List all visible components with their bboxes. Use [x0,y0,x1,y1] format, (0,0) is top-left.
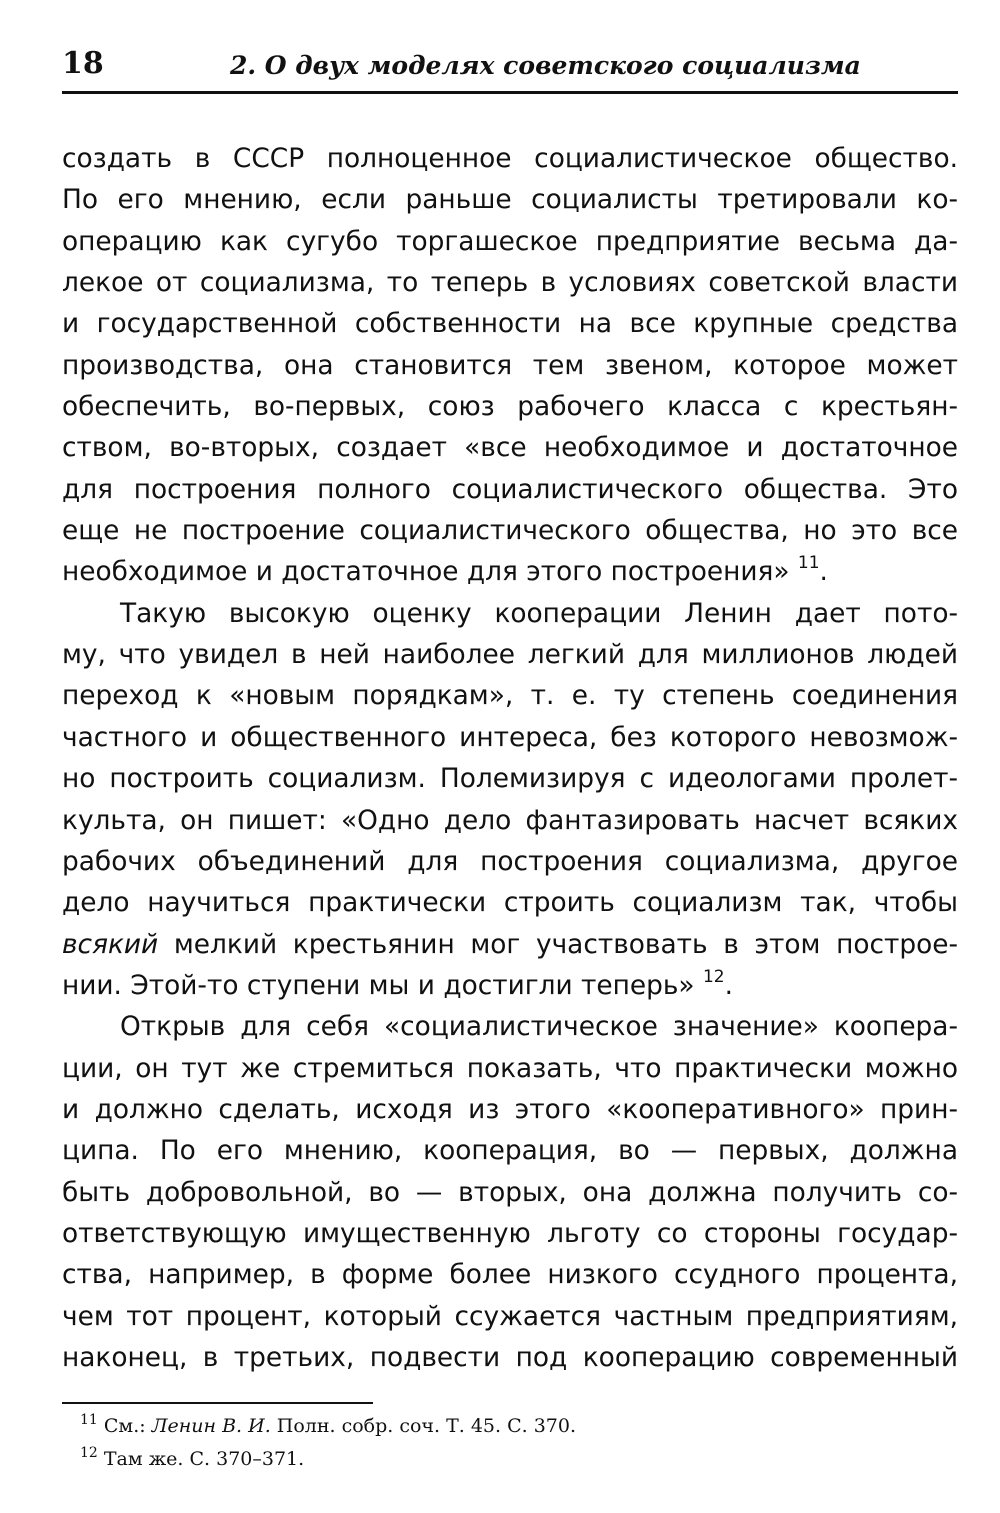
text-line: дело научиться практически строить социализм так, чтобы [62,887,958,919]
text-line: ципа. По его мнению, кооперация, во — первых, должна [62,1135,958,1167]
text-line: быть добровольной, во — вторых, она должна получить со- [62,1176,958,1208]
text-line: культа, он пишет: «Одно дело фантазировать насчет всяких [62,804,958,836]
text-line: Открыв для себя «социалистическое значение» коопера- [120,1011,958,1043]
text-line [62,551,958,592]
footnote-12 [80,1443,940,1476]
text-line: ции, он тут же стремиться показать, что практически можно [62,1052,958,1084]
text-fragment: необходимое и достаточное для этого построения» [62,556,790,588]
text-line [62,965,958,1006]
footnote-11 [80,1410,940,1443]
text-line: Такую высокую оценку кооперации Ленин дает пото- [120,597,958,629]
footnote-rule [62,1402,373,1404]
text-line: частного и общественного интереса, без которого невозмож- [62,721,958,753]
footnote-author: Ленин В. И. [151,1415,271,1437]
page-header [62,44,958,94]
footnote-reference-12[interactable]: 12 [702,966,725,987]
footnote-marker: 11 [80,1412,98,1428]
text-fragment: мелкий крестьянин мог участвовать в этом построе- [173,928,959,960]
text-line: ответствующую имущественную льготу со стороны государ- [62,1217,958,1249]
text-line: рабочих объединений для построения социализма, другое [62,845,958,877]
running-title: 2. О двух моделях советского социализма [230,51,861,80]
text-line: му, что увидел в ней наиболее легкий для миллионов людей [62,639,958,671]
footnote-text: Полн. собр. соч. Т. 45. С. 370. [270,1415,577,1437]
text-line: создать в СССР полноценное социалистическое общество. [62,143,958,174]
body-text [62,138,958,1378]
header-rule [62,91,958,94]
sentence-period: . [819,556,828,588]
text-line [62,924,958,965]
footnotes [80,1410,940,1476]
text-line: ством, во-вторых, создает «все необходимое и достаточное [62,432,958,464]
text-line: ства, например, в форме более низкого ссудного процента, [62,1259,958,1291]
text-line: наконец, в третьих, подвести под кооперацию современный [62,1341,958,1373]
text-line: По его мнению, если раньше социалисты третировали ко- [62,184,958,216]
text-line: и должно сделать, исходя из этого «кооперативного» прин- [62,1093,958,1125]
text-line: но построить социализм. Полемизируя с идеологами пролет- [62,763,958,795]
text-line: переход к «новым порядкам», т. е. ту степень соединения [62,680,958,712]
footnote-text: Там же. С. 370–371. [103,1448,305,1470]
text-line: лекое от социализма, то теперь в условиях советской власти [62,267,958,299]
text-line: для построения полного социалистического общества. Это [62,473,958,505]
footnote-prefix: См.: [103,1415,152,1437]
text-line: и государственной собственности на все крупные средства [62,308,958,340]
footnote-reference-11[interactable]: 11 [797,553,820,574]
text-line: операцию как сугубо торгашеское предприятие весьма да- [62,225,958,257]
sentence-period: . [724,969,733,1001]
text-line: чем тот процент, который ссужается частным предприятиям, [62,1300,958,1332]
text-fragment: нии. Этой-то ступени мы и достигли теперь» [62,969,695,1001]
emphasized-word: всякий [62,928,159,960]
page-number: 18 [62,46,104,81]
footnote-marker: 12 [80,1445,98,1461]
text-line: обеспечить, во-первых, союз рабочего класса с крестьян- [62,391,958,423]
text-line: производства, она становится тем звеном, которое может [62,349,958,381]
text-line: еще не построение социалистического общества, но это все [62,515,958,547]
